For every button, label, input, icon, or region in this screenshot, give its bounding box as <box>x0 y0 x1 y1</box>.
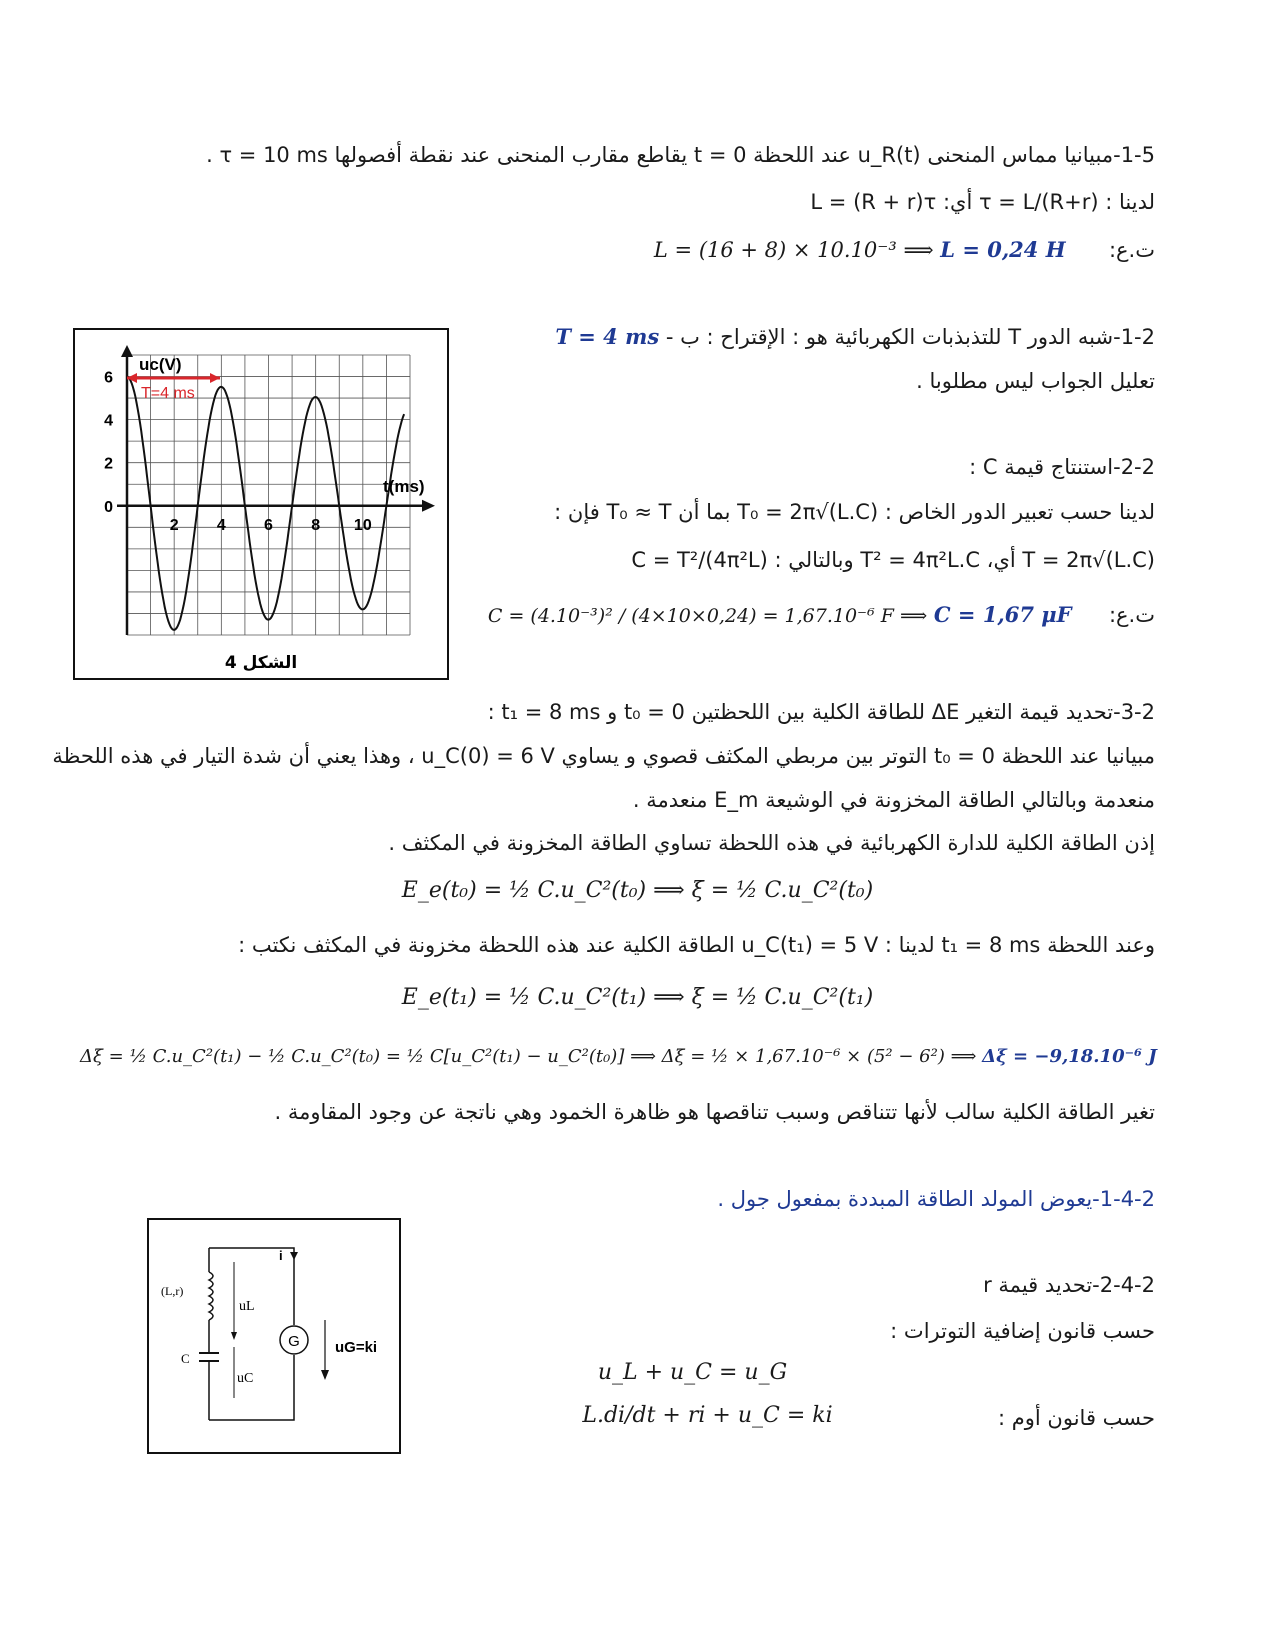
s15-line2: لدينا : τ = L/(R+r) أي: L = (R + r)τ <box>810 190 1155 214</box>
s21-result: T = 4 ms <box>555 324 660 349</box>
x-tick-label: 2 <box>169 516 179 534</box>
s22-line1: لدينا حسب تعبير الدور الخاص : T₀ = 2π√(L.C) بما أن T₀ ≈ T فإن : <box>554 500 1155 524</box>
x-axis-arrow <box>422 500 435 512</box>
y-axis-label: uc(V) <box>139 355 182 374</box>
s242-line2: حسب قانون أوم : <box>998 1406 1155 1430</box>
s21-text: 1-2-شبه الدور T للتذبذبات الكهربائية هو : الإقتراح : ب - <box>665 325 1155 349</box>
s241-line1: 1-4-2-يعوض المولد الطاقة المبددة بمفعول جول . <box>717 1187 1155 1211</box>
uC-label: uC <box>237 1371 254 1386</box>
s22-eq: C = (4.10⁻³)² / (4×10×0,24) = 1,67.10⁻⁶ F ⟹ <box>487 605 928 627</box>
s15-label: ت.ع: <box>1108 238 1155 262</box>
period-label: T=4 ms <box>141 385 195 402</box>
s23-eq2: E_e(t₁) = ½ C.u_C²(t₁) ⟹ ξ = ½ C.u_C²(t₁) <box>401 985 874 1010</box>
s242-line1: حسب قانون إضافية التوترات : <box>890 1319 1155 1343</box>
s242-eq1: u_L + u_C = u_G <box>597 1360 788 1385</box>
s22-label: ت.ع: <box>1108 603 1155 627</box>
y-tick-label: 0 <box>104 498 113 516</box>
s21-line2: تعليل الجواب ليس مطلوبا . <box>916 369 1155 393</box>
s23-title: 3-2-تحديد قيمة التغير ΔE للطاقة الكلية بين اللحظتين t₀ = 0 و t₁ = 8 ms : <box>487 700 1155 724</box>
s15-result: L = 0,24 H <box>940 237 1066 262</box>
uG-label: uG=ki <box>335 1339 378 1356</box>
s22-line2: T = 2π√(L.C) أي، T² = 4π²L.C وبالتالي : C = T²/(4π²L) <box>631 548 1155 572</box>
s21-line1 <box>470 322 1155 352</box>
period-arrow-right-head <box>210 373 220 383</box>
figure-caption: الشكل 4 <box>224 653 298 673</box>
x-tick-label: 6 <box>264 516 273 534</box>
x-axis-label: t(ms) <box>383 477 425 496</box>
figure-4-chart <box>75 330 447 678</box>
s23-p1: مبيانيا عند اللحظة t₀ = 0 التوتر بين مربطي المكثف قصوي و يساوي u_C(0) = 6 V ، وهذا يعني أن شدة التيار في هذه اللحظة <box>52 744 1155 768</box>
figure-4 <box>73 328 449 680</box>
s15-eq: L = (16 + 8) × 10.10⁻³ ⟹ <box>653 238 934 262</box>
s22-result: C = 1,67 μF <box>933 602 1072 627</box>
s15-line3 <box>60 235 1155 265</box>
s242-title: 2-4-2-تحديد قيمة r <box>983 1273 1155 1297</box>
uL-label: uL <box>239 1299 255 1314</box>
s23-eq3-row <box>80 1046 1157 1067</box>
x-tick-label: 10 <box>353 516 372 534</box>
s23-p4: وعند اللحظة t₁ = 8 ms لدينا : u_C(t₁) = 5 V الطاقة الكلية عند هذه اللحظة مخزونة في المكثف نكتب : <box>238 933 1155 957</box>
current-arrow <box>290 1252 298 1260</box>
current-label: i <box>279 1248 283 1263</box>
coil-label: (L,r) <box>161 1284 184 1298</box>
s23-p2: منعدمة وبالتالي الطاقة المخزونة في الوشيعة E_m منعدمة . <box>632 788 1155 812</box>
s23-eq3: Δξ = ½ C.u_C²(t₁) − ½ C.u_C²(t₀) = ½ C[u_C²(t₁) − u_C²(t₀)] ⟹ Δξ = ½ × 1,67.10⁻⁶ × (5² − 6²) ⟹ <box>80 1046 977 1067</box>
x-tick-label: 4 <box>216 516 226 534</box>
s23-p3: إذن الطاقة الكلية للدارة الكهربائية في هذه اللحظة تساوي الطاقة المخزونة في المكثف . <box>388 831 1155 855</box>
generator-label: G <box>288 1333 300 1350</box>
s23-eq1: E_e(t₀) = ½ C.u_C²(t₀) ⟹ ξ = ½ C.u_C²(t₀) <box>401 878 874 903</box>
s15-line1: 1-5-مبيانيا مماس المنحنى u_R(t) عند اللحظة t = 0 يقاطع مقارب المنحنى عند نقطة أفصولها τ = 10 ms . <box>206 143 1155 167</box>
capacitor-label: C <box>181 1351 190 1366</box>
s22-title: 2-2-استنتاج قيمة C : <box>969 455 1155 479</box>
y-tick-label: 4 <box>104 412 113 430</box>
y-tick-label: 6 <box>104 369 113 387</box>
s23-eq3-result: Δξ = −9,18.10⁻⁶ J <box>982 1046 1157 1067</box>
x-tick-label: 8 <box>311 516 321 534</box>
y-tick-labels <box>104 370 113 516</box>
s23-p5: تغير الطاقة الكلية سالب لأنها تتناقص وسبب تناقصها هو ظاهرة الخمود وهي ناتجة عن وجود المقاومة . <box>274 1100 1155 1124</box>
s22-line3 <box>470 600 1155 631</box>
y-tick-label: 2 <box>104 455 113 473</box>
s242-eq2: L.di/dt + ri + u_C = ki <box>582 1403 833 1428</box>
y-axis-arrow <box>121 345 133 357</box>
